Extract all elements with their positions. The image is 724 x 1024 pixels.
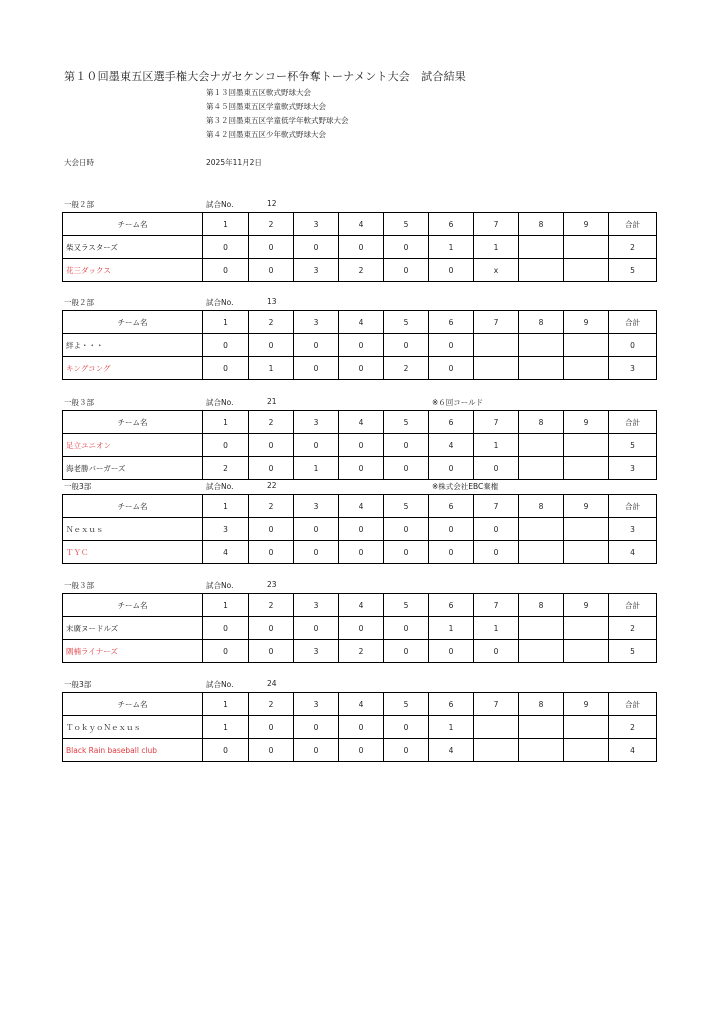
total-score: 3: [609, 357, 657, 380]
inning-column-header: 1: [203, 495, 249, 518]
inning-score: 0: [294, 541, 339, 564]
inning-column-header: 7: [474, 213, 519, 236]
game-block: [62, 580, 656, 663]
game-number-label: 試合No.: [206, 581, 234, 590]
inning-score: 0: [294, 334, 339, 357]
game-note: ※６回コールド: [432, 398, 484, 407]
team-name: Black Rain baseball club: [63, 739, 203, 762]
division-label: 一般２部: [64, 298, 94, 307]
inning-score: [564, 541, 609, 564]
scoreboard-table: [62, 494, 657, 564]
total-score: 2: [609, 617, 657, 640]
inning-score: 0: [203, 617, 249, 640]
team-name: キングコング: [63, 357, 203, 380]
total-score: 4: [609, 739, 657, 762]
inning-score: 0: [384, 259, 429, 282]
table-row: [63, 334, 657, 357]
game-number-label: 試合No.: [206, 298, 234, 307]
inning-column-header: 9: [564, 411, 609, 434]
table-row: [63, 434, 657, 457]
inning-column-header: 8: [519, 213, 564, 236]
inning-score: 0: [384, 236, 429, 259]
total-score: 4: [609, 541, 657, 564]
inning-column-header: 5: [384, 594, 429, 617]
inning-score: 0: [294, 739, 339, 762]
total-score: 5: [609, 434, 657, 457]
division-label: 一般３部: [64, 581, 94, 590]
inning-score: 0: [203, 236, 249, 259]
game-number-label: 試合No.: [206, 482, 234, 491]
team-column-header: チーム名: [63, 495, 203, 518]
inning-score: [519, 259, 564, 282]
inning-score: 4: [203, 541, 249, 564]
inning-score: [519, 334, 564, 357]
inning-column-header: 2: [249, 411, 294, 434]
division-label: 一般３部: [64, 398, 94, 407]
game-header: [62, 481, 656, 494]
game-header: [62, 679, 656, 692]
inning-column-header: 8: [519, 411, 564, 434]
inning-column-header: 2: [249, 594, 294, 617]
team-name: 隅楠ライナーズ: [63, 640, 203, 663]
inning-score: [519, 518, 564, 541]
table-header-row: [63, 411, 657, 434]
inning-score: 2: [384, 357, 429, 380]
inning-score: 0: [249, 541, 294, 564]
date-label: 大会日時: [64, 158, 94, 167]
inning-score: 0: [429, 640, 474, 663]
inning-score: 0: [294, 357, 339, 380]
inning-column-header: 7: [474, 693, 519, 716]
inning-score: 0: [339, 236, 384, 259]
inning-column-header: 8: [519, 693, 564, 716]
inning-column-header: 1: [203, 594, 249, 617]
table-row: [63, 640, 657, 663]
inning-score: 0: [249, 259, 294, 282]
game-number-label: 試合No.: [206, 680, 234, 689]
inning-score: [519, 434, 564, 457]
inning-column-header: 6: [429, 311, 474, 334]
inning-score: 2: [339, 640, 384, 663]
total-score: 5: [609, 259, 657, 282]
inning-column-header: 6: [429, 495, 474, 518]
inning-column-header: 5: [384, 311, 429, 334]
total-column-header: 合計: [609, 311, 657, 334]
inning-score: 1: [429, 617, 474, 640]
inning-score: 0: [429, 259, 474, 282]
inning-column-header: 4: [339, 693, 384, 716]
inning-score: 1: [429, 236, 474, 259]
table-row: [63, 357, 657, 380]
team-name: 海老勝バーガーズ: [63, 457, 203, 480]
division-label: 一般3部: [64, 482, 92, 491]
inning-score: 0: [474, 640, 519, 663]
team-name: ＴｏｋｙｏＮｅｘｕｓ: [63, 716, 203, 739]
inning-score: 2: [339, 259, 384, 282]
inning-score: 0: [384, 739, 429, 762]
inning-score: [564, 457, 609, 480]
inning-score: 0: [429, 457, 474, 480]
scoreboard-table: [62, 692, 657, 762]
total-column-header: 合計: [609, 594, 657, 617]
inning-score: [519, 716, 564, 739]
table-row: [63, 541, 657, 564]
inning-column-header: 6: [429, 411, 474, 434]
inning-score: 0: [203, 259, 249, 282]
inning-column-header: 4: [339, 594, 384, 617]
game-header: [62, 297, 656, 310]
inning-score: 0: [384, 716, 429, 739]
inning-column-header: 8: [519, 311, 564, 334]
inning-score: [474, 357, 519, 380]
inning-column-header: 3: [294, 311, 339, 334]
team-column-header: チーム名: [63, 594, 203, 617]
total-column-header: 合計: [609, 693, 657, 716]
inning-score: 0: [249, 617, 294, 640]
inning-score: 0: [429, 357, 474, 380]
table-row: [63, 259, 657, 282]
inning-score: 0: [474, 457, 519, 480]
inning-column-header: 2: [249, 311, 294, 334]
game-number-label: 試合No.: [206, 398, 234, 407]
inning-column-header: 5: [384, 495, 429, 518]
inning-score: 4: [429, 434, 474, 457]
inning-column-header: 1: [203, 311, 249, 334]
game-block: [62, 397, 656, 480]
inning-score: 3: [294, 640, 339, 663]
inning-score: 0: [294, 617, 339, 640]
inning-score: 1: [294, 457, 339, 480]
game-number: 12: [267, 199, 277, 208]
inning-score: 0: [339, 739, 384, 762]
inning-column-header: 4: [339, 311, 384, 334]
inning-column-header: 4: [339, 411, 384, 434]
page-title: 第１０回墨東五区選手権大会ナガセケンコー杯争奪トーナメント大会 試合結果: [64, 70, 466, 83]
inning-score: 0: [339, 518, 384, 541]
inning-score: 0: [203, 334, 249, 357]
scoreboard-table: [62, 410, 657, 480]
inning-column-header: 6: [429, 594, 474, 617]
team-name: Ｎｅｘｕｓ: [63, 518, 203, 541]
inning-column-header: 3: [294, 594, 339, 617]
inning-score: 1: [203, 716, 249, 739]
team-name: 足立ユニオン: [63, 434, 203, 457]
inning-score: 0: [384, 434, 429, 457]
inning-score: 0: [384, 617, 429, 640]
inning-column-header: 1: [203, 693, 249, 716]
game-number: 22: [267, 481, 277, 490]
inning-score: [519, 739, 564, 762]
inning-score: 1: [474, 434, 519, 457]
division-label: 一般3部: [64, 680, 92, 689]
inning-score: [564, 236, 609, 259]
inning-score: 0: [384, 541, 429, 564]
inning-column-header: 6: [429, 693, 474, 716]
inning-score: 1: [474, 617, 519, 640]
inning-score: 0: [203, 434, 249, 457]
inning-column-header: 2: [249, 495, 294, 518]
team-name: 絆よ・・・: [63, 334, 203, 357]
inning-column-header: 5: [384, 213, 429, 236]
inning-score: 4: [429, 739, 474, 762]
inning-score: 0: [203, 739, 249, 762]
team-name: 花三ダックス: [63, 259, 203, 282]
table-row: [63, 236, 657, 259]
inning-score: 0: [294, 716, 339, 739]
inning-score: 0: [249, 236, 294, 259]
inning-score: 0: [249, 334, 294, 357]
inning-score: 0: [384, 334, 429, 357]
total-column-header: 合計: [609, 213, 657, 236]
inning-score: 3: [203, 518, 249, 541]
inning-column-header: 8: [519, 495, 564, 518]
inning-score: [564, 259, 609, 282]
inning-score: 0: [429, 334, 474, 357]
inning-score: 0: [339, 617, 384, 640]
team-column-header: チーム名: [63, 311, 203, 334]
inning-score: [564, 617, 609, 640]
inning-score: 0: [339, 357, 384, 380]
total-score: 5: [609, 640, 657, 663]
scoreboard-table: [62, 593, 657, 663]
total-score: 2: [609, 716, 657, 739]
inning-column-header: 2: [249, 213, 294, 236]
inning-score: [474, 334, 519, 357]
inning-score: 0: [203, 357, 249, 380]
inning-score: 0: [249, 457, 294, 480]
subtitle-list: [206, 86, 349, 142]
subtitle-line: 第４２回墨東五区少年軟式野球大会: [206, 130, 326, 139]
inning-score: [519, 357, 564, 380]
game-number: 13: [267, 297, 277, 306]
inning-score: [519, 640, 564, 663]
division-label: 一般２部: [64, 200, 94, 209]
total-column-header: 合計: [609, 411, 657, 434]
inning-column-header: 5: [384, 693, 429, 716]
inning-column-header: 4: [339, 495, 384, 518]
inning-score: [474, 716, 519, 739]
scoreboard-table: [62, 212, 657, 282]
inning-score: [564, 357, 609, 380]
game-block: [62, 297, 656, 380]
team-name: 末廣ヌードルズ: [63, 617, 203, 640]
inning-column-header: 5: [384, 411, 429, 434]
scoreboard-table: [62, 310, 657, 380]
inning-score: 0: [384, 518, 429, 541]
game-number-label: 試合No.: [206, 200, 234, 209]
table-row: [63, 716, 657, 739]
inning-score: 0: [339, 334, 384, 357]
inning-score: 0: [294, 236, 339, 259]
game-header: [62, 397, 656, 410]
inning-score: [519, 236, 564, 259]
inning-score: [564, 739, 609, 762]
game-number: 21: [267, 397, 277, 406]
game-header: [62, 199, 656, 212]
inning-column-header: 3: [294, 495, 339, 518]
inning-column-header: 9: [564, 495, 609, 518]
inning-column-header: 3: [294, 411, 339, 434]
inning-score: 0: [249, 518, 294, 541]
inning-column-header: 7: [474, 594, 519, 617]
game-number: 24: [267, 679, 277, 688]
inning-column-header: 9: [564, 594, 609, 617]
inning-score: [564, 334, 609, 357]
inning-column-header: 9: [564, 311, 609, 334]
inning-column-header: 8: [519, 594, 564, 617]
date-value: 2025年11月2日: [206, 158, 262, 167]
inning-score: [519, 617, 564, 640]
inning-score: [564, 518, 609, 541]
inning-score: 0: [384, 457, 429, 480]
inning-score: x: [474, 259, 519, 282]
inning-score: 0: [339, 457, 384, 480]
inning-score: [519, 541, 564, 564]
team-column-header: チーム名: [63, 693, 203, 716]
subtitle-line: 第４５回墨東五区学童軟式野球大会: [206, 102, 326, 111]
inning-column-header: 6: [429, 213, 474, 236]
inning-column-header: 4: [339, 213, 384, 236]
subtitle-line: 第３２回墨東五区学童低学年軟式野球大会: [206, 116, 349, 125]
inning-score: 0: [249, 640, 294, 663]
inning-column-header: 9: [564, 693, 609, 716]
inning-column-header: 3: [294, 213, 339, 236]
inning-score: 0: [429, 518, 474, 541]
game-number: 23: [267, 580, 277, 589]
inning-column-header: 1: [203, 213, 249, 236]
inning-column-header: 9: [564, 213, 609, 236]
inning-score: 0: [474, 518, 519, 541]
game-block: [62, 679, 656, 762]
team-column-header: チーム名: [63, 411, 203, 434]
inning-column-header: 7: [474, 311, 519, 334]
inning-score: 1: [429, 716, 474, 739]
inning-score: 2: [203, 457, 249, 480]
team-name: ＴＹＣ: [63, 541, 203, 564]
inning-score: [519, 457, 564, 480]
inning-column-header: 7: [474, 411, 519, 434]
table-header-row: [63, 213, 657, 236]
inning-column-header: 7: [474, 495, 519, 518]
table-row: [63, 518, 657, 541]
inning-column-header: 2: [249, 693, 294, 716]
inning-score: 0: [203, 640, 249, 663]
inning-column-header: 1: [203, 411, 249, 434]
table-header-row: [63, 311, 657, 334]
table-header-row: [63, 594, 657, 617]
game-note: ※株式会社EBC棄権: [432, 482, 499, 491]
inning-score: [564, 434, 609, 457]
inning-score: 0: [294, 518, 339, 541]
table-header-row: [63, 693, 657, 716]
table-row: [63, 739, 657, 762]
team-name: 柴又ラスターズ: [63, 236, 203, 259]
inning-score: 0: [429, 541, 474, 564]
game-block: [62, 481, 656, 564]
inning-score: 0: [249, 716, 294, 739]
inning-score: 0: [249, 739, 294, 762]
inning-score: 1: [474, 236, 519, 259]
inning-score: [564, 716, 609, 739]
inning-score: 0: [339, 434, 384, 457]
game-block: [62, 199, 656, 282]
table-header-row: [63, 495, 657, 518]
total-score: 3: [609, 457, 657, 480]
total-score: 2: [609, 236, 657, 259]
inning-column-header: 3: [294, 693, 339, 716]
inning-score: 3: [294, 259, 339, 282]
inning-score: 0: [339, 541, 384, 564]
team-column-header: チーム名: [63, 213, 203, 236]
subtitle-line: 第１３回墨東五区軟式野球大会: [206, 88, 311, 97]
inning-score: [564, 640, 609, 663]
total-column-header: 合計: [609, 495, 657, 518]
inning-score: 0: [294, 434, 339, 457]
table-row: [63, 617, 657, 640]
total-score: 0: [609, 334, 657, 357]
total-score: 3: [609, 518, 657, 541]
inning-score: 0: [384, 640, 429, 663]
game-header: [62, 580, 656, 593]
inning-score: 0: [474, 541, 519, 564]
inning-score: 1: [249, 357, 294, 380]
inning-score: 0: [249, 434, 294, 457]
table-row: [63, 457, 657, 480]
inning-score: [474, 739, 519, 762]
inning-score: 0: [339, 716, 384, 739]
